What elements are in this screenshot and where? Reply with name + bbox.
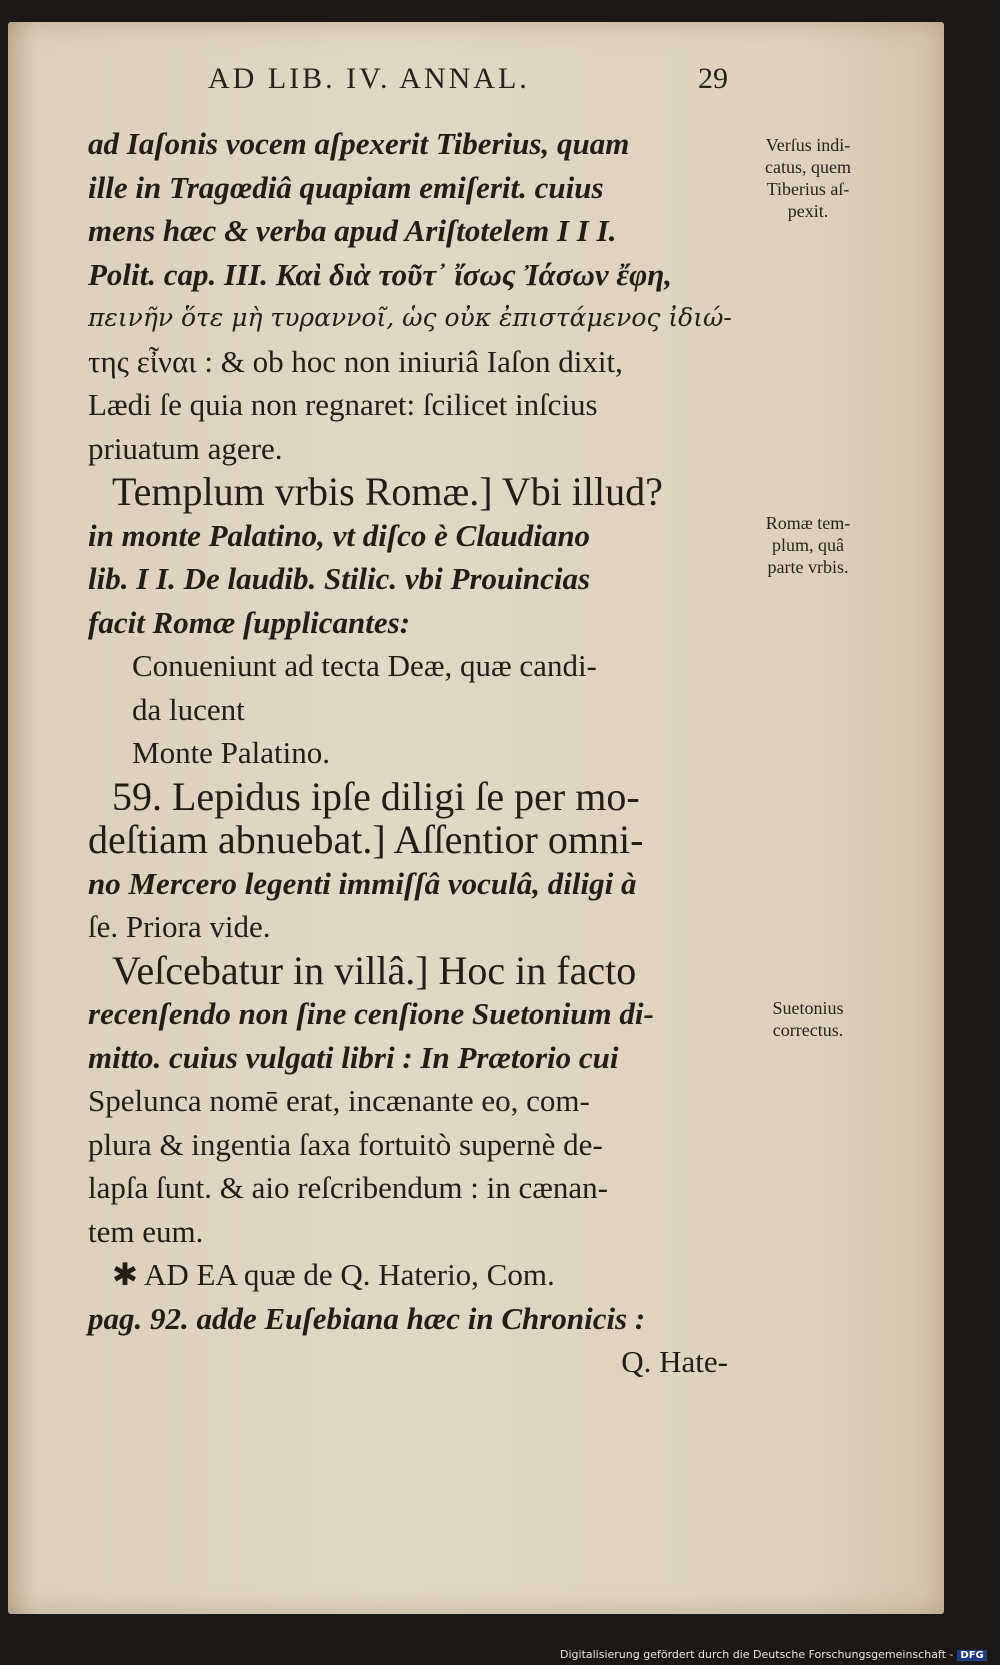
text-line: mens hæc & verba apud Ariſtotelem I I I. [88, 213, 617, 248]
text-line: 59. Lepidus ipſe diligi ſe per mo- [112, 773, 640, 819]
book-page [8, 22, 944, 1614]
page-number: 29 [698, 62, 728, 95]
text-line: της εἶναι : & ob hoc non iniuriâ Iaſon dixit, [88, 343, 623, 379]
text-line: ✱ AD EA quæ de Q. Haterio, Com. [112, 1257, 555, 1292]
text-line: deſtiam abnuebat.] Aſſentior omni- [88, 817, 644, 862]
running-header [208, 62, 728, 96]
text-line: lib. I I. De laudib. Stilic. vbi Prouincias [88, 561, 591, 596]
text-line: ſe. Priora vide. [88, 909, 271, 944]
margin-note-line: Romæ tem- [765, 513, 851, 533]
margin-note-line: parte vrbis. [767, 557, 849, 577]
text-line: Polit. cap. III. Καὶ διὰ τοῦτ᾽ ἴσως Ἰάσων ἔφη, [88, 256, 672, 292]
text-line: ille in Tragœdiâ quapiam emiſerit. cuius [88, 169, 604, 205]
text-line: πεινῆν ὅτε μὴ τυραννοῖ, ὡς οὐκ ἐπιστάμενος ἰδιώ- [88, 303, 732, 332]
margin-note-2 [738, 512, 878, 578]
text-line: Monte Palatino. [132, 735, 331, 770]
text-line: Q. Hate- [621, 1344, 728, 1379]
margin-note-1 [738, 134, 878, 222]
margin-note-line: correctus. [772, 1020, 844, 1040]
text-line: Veſcebatur in villâ.] Hoc in facto [112, 947, 637, 993]
margin-note-line: Suetonius [772, 998, 844, 1018]
running-title: AD LIB. IV. ANNAL. [208, 62, 530, 95]
margin-note-line: catus, quem [765, 157, 851, 177]
text-line: pag. 92. adde Euſebiana hæc in Chronicis : [88, 1300, 646, 1336]
margin-note-3 [738, 997, 878, 1041]
footer-credit-text: Digitalisierung gefördert durch die Deutsche Forschungsgemeinschaft - [560, 1648, 954, 1661]
text-line: facit Romæ ſupplicantes: [88, 604, 411, 640]
margin-note-line: Tiberius aſ- [766, 179, 850, 199]
margin-note-line: plum, quâ [772, 535, 844, 555]
dfg-logo: DFG [957, 1650, 986, 1661]
text-line: mitto. cuius vulgati libri : In Prætorio cui [88, 1039, 619, 1075]
text-line: Conueniunt ad tecta Deæ, quæ candi- [132, 648, 597, 683]
text-line: lapſa ſunt. & aio reſcribendum : in cænan- [88, 1170, 608, 1205]
text-line: da lucent [132, 691, 245, 727]
main-text [88, 122, 732, 1384]
margin-note-line: Verſus indi- [765, 135, 851, 155]
text-line: ad Iaſonis vocem aſpexerit Tiberius, quam [88, 126, 630, 161]
text-line: Templum vrbis Romæ.] Vbi illud? [112, 469, 663, 514]
text-line: priuatum agere. [88, 430, 283, 466]
text-line: in monte Palatino, vt diſco è Claudiano [88, 517, 591, 553]
margin-note-line: pexit. [787, 201, 829, 221]
text-line: tem eum. [88, 1213, 204, 1249]
footer-credit [560, 1648, 1000, 1661]
text-line: recenſendo non ſine cenſione Suetonium di- [88, 996, 654, 1031]
text-line: Lædi ſe quia non regnaret: ſcilicet inſcius [88, 387, 598, 422]
text-line: Spelunca nomē erat, incænante eo, com- [88, 1083, 590, 1118]
text-line: plura & ingentia ſaxa fortuitò supernè de- [88, 1126, 603, 1162]
text-line: no Mercero legenti immiſſâ voculâ, diligi à [88, 865, 637, 901]
